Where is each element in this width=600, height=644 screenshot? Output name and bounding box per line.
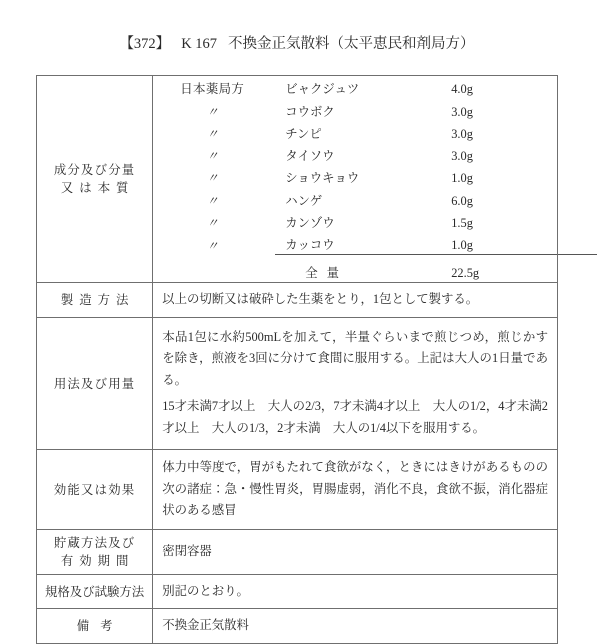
ditto-mark-icon: 〃 [206, 193, 218, 208]
row-label-line: 効能又は効果 [53, 482, 136, 497]
specification-table [36, 75, 558, 644]
ditto-mark-icon: 〃 [206, 126, 218, 141]
row-label-ingredients [37, 76, 153, 283]
entry-code: K 167 [181, 36, 218, 52]
ingredient-name: ショウキョウ [285, 171, 360, 186]
ingredient-name: ビャクジュツ [285, 82, 360, 97]
ingredient-amount: 1.0g [451, 171, 473, 186]
row-label-manufacturing-method [37, 283, 153, 318]
ingredient-amount: 3.0g [451, 104, 473, 119]
table-row [37, 317, 558, 450]
ditto-mark-icon: 〃 [206, 149, 218, 164]
ditto-mark-icon: 〃 [206, 238, 218, 253]
row-label-line: 有効期間 [60, 553, 135, 568]
ingredient-amount: 1.5g [451, 216, 473, 231]
ingredient-amount: 3.0g [451, 126, 473, 141]
ingredient-name: カッコウ [285, 238, 335, 253]
ingredient-name: コウボク [285, 104, 335, 119]
ingredient-row [153, 232, 597, 255]
manufacturing-method-text: 以上の切断又は破砕した生薬をとり，1包として製する。 [162, 292, 479, 307]
row-label-specifications-and-test-methods [37, 574, 153, 609]
ingredient-amount: 6.0g [451, 193, 473, 208]
row-label-line: 貯蔵方法及び [53, 535, 136, 550]
ingredient-row [153, 143, 597, 165]
total-label: 全量 [305, 266, 348, 281]
table-row [37, 76, 558, 283]
ditto-mark-icon: 〃 [206, 104, 218, 119]
ingredients-table [153, 76, 597, 282]
dosage-paragraph: 15才未満7才以上 大人の2/3，7才未満4才以上 大人の1/2，4才未満2才以上 大人の1/3，2才未満 大人の1/4以下を服用する。 [162, 399, 548, 435]
row-value-indications [153, 450, 558, 530]
row-label-line: 又は本質 [60, 181, 135, 196]
ingredient-row [153, 187, 597, 209]
preparation-name: 不換金正気散料（太平恵民和剤局方） [228, 36, 475, 52]
ditto-mark-icon: 〃 [206, 171, 218, 186]
row-value-storage-and-expiry [153, 529, 558, 574]
ingredient-name: タイソウ [285, 149, 335, 164]
ingredient-row [153, 121, 597, 143]
row-value-manufacturing-method [153, 283, 558, 318]
row-value-remarks [153, 609, 558, 644]
remarks-text: 不換金正気散料 [162, 618, 249, 633]
ingredient-name: カンゾウ [285, 216, 335, 231]
ditto-mark-icon: 〃 [206, 216, 218, 231]
ingredient-amount: 3.0g [451, 149, 473, 164]
total-amount: 22.5g [451, 266, 480, 281]
table-row [37, 283, 558, 318]
table-row [37, 450, 558, 530]
row-value-ingredients [153, 76, 558, 283]
dosage-paragraph: 本品1包に水約500mLを加えて，半量ぐらいまで煎じつめ，煎じかすを除き，煎液を3回に分けて食間に服用する。上記は大人の1日量である。 [162, 329, 548, 387]
ingredient-name: ハンゲ [285, 193, 323, 208]
ingredient-row [153, 210, 597, 232]
ingredient-row [153, 98, 597, 120]
ingredient-name: チンピ [285, 126, 322, 141]
row-label-remarks [37, 609, 153, 644]
row-value-dosage-and-administration [153, 317, 558, 450]
row-label-line: 用法及び用量 [53, 376, 136, 391]
ingredient-row [153, 165, 597, 187]
specifications-text: 別記のとおり。 [162, 583, 249, 598]
row-label-indications [37, 450, 153, 530]
row-label-line: 規格及び試験方法 [45, 584, 145, 599]
page-title [36, 34, 558, 54]
ingredient-amount: 1.0g [451, 238, 473, 253]
ingredient-row [153, 76, 597, 98]
row-value-specifications-and-test-methods [153, 574, 558, 609]
row-label-line: 製造方法 [60, 293, 135, 308]
indications-paragraph: 体力中等度で，胃がもたれて食欲がなく，ときにはきけがあるものの次の諸症：急・慢性胃炎，胃腸虚弱，消化不良，食欲不振，消化器症状のある感冒 [162, 460, 548, 518]
row-label-line: 備考 [76, 619, 124, 634]
storage-text: 密閉容器 [162, 544, 212, 559]
row-label-line: 成分及び分量 [53, 163, 136, 178]
table-row [37, 574, 558, 609]
row-label-dosage-and-administration [37, 317, 153, 450]
row-label-storage-and-expiry [37, 529, 153, 574]
ingredient-source: 日本薬局方 [180, 82, 245, 97]
entry-number: 【372】 [119, 36, 171, 52]
ingredient-amount: 4.0g [451, 82, 473, 97]
table-row [37, 529, 558, 574]
table-row [37, 609, 558, 644]
ingredient-total-row [153, 255, 597, 283]
